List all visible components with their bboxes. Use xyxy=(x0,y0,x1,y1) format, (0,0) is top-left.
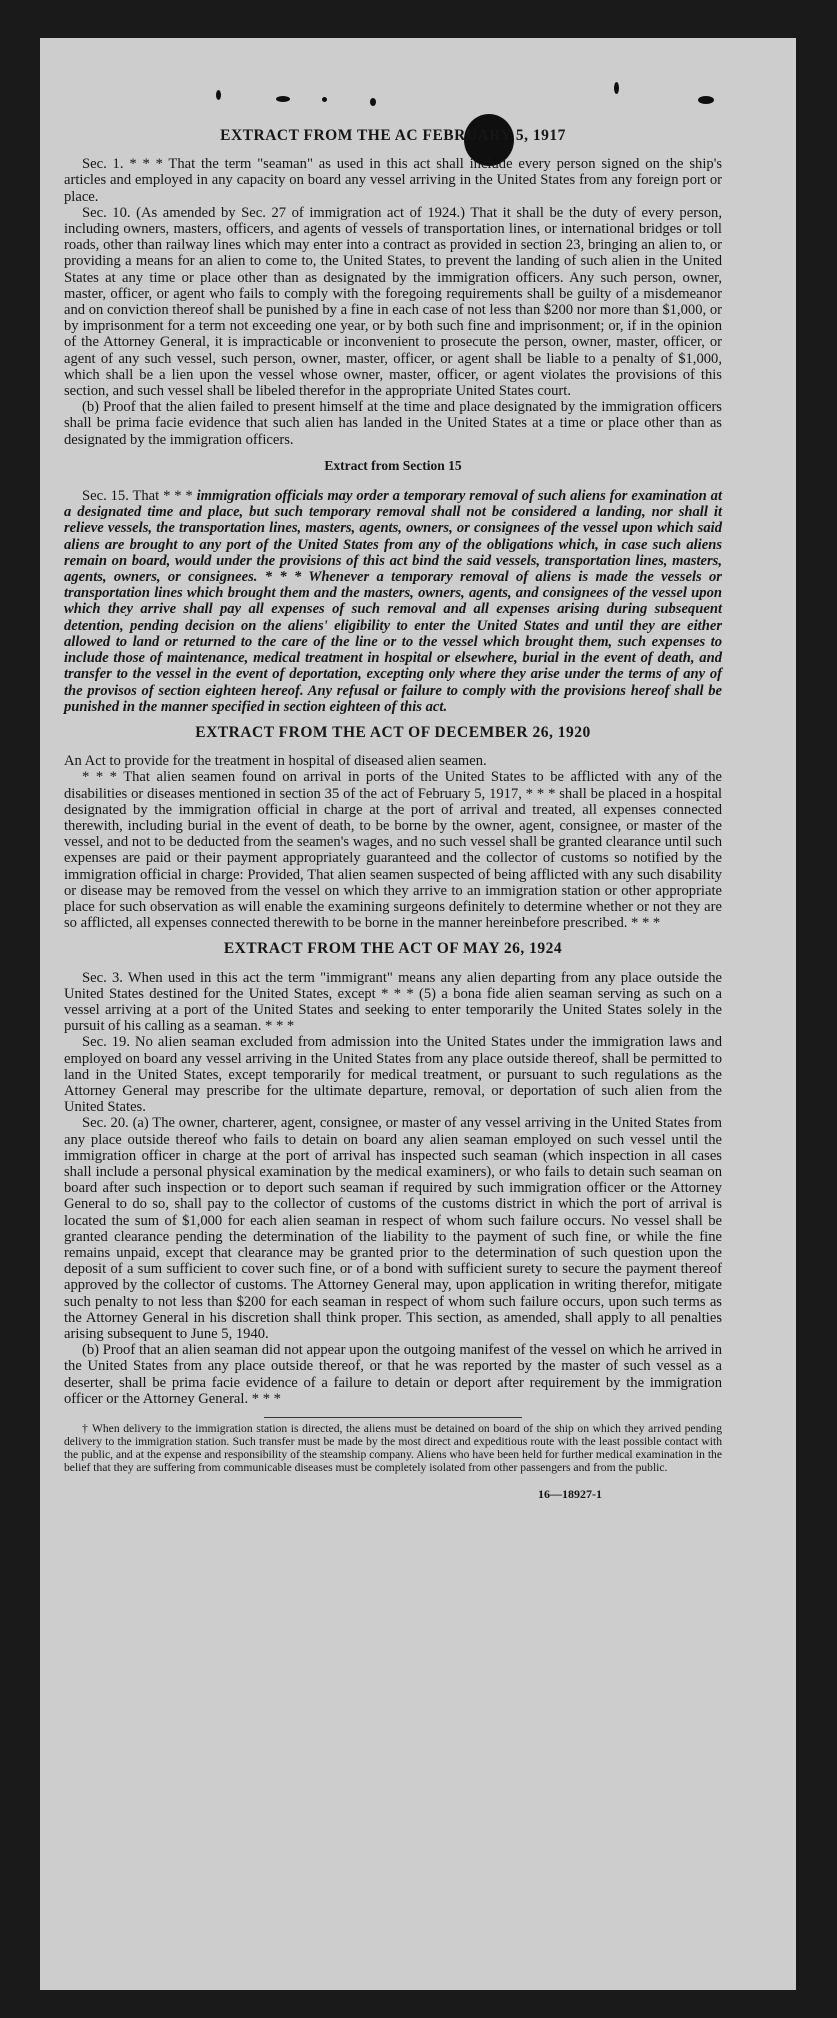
footnote: † When delivery to the immigration station is directed, the aliens must be detained on board of the ship on which they arrived pending delivery to the immigration station. Such transfer must be made by the most direct and expeditious route with the least possible contact with the public, and at the expense and responsibility of the steamship company. Aliens who have been held for further medical examination in the belief that they are suffering from communicable diseases must be completely isolated from other passengers and from the public. xyxy=(64,1422,722,1475)
paragraph-act-1920-title: An Act to provide for the treatment in hospital of diseased alien seamen. xyxy=(64,753,487,770)
sec-15-lead: Sec. 15. That * * * xyxy=(82,488,197,505)
ink-blot xyxy=(370,98,376,106)
heading-act-1924: EXTRACT FROM THE ACT OF MAY 26, 1924 xyxy=(223,940,563,958)
heading-section-15: Extract from Section 15 xyxy=(324,457,462,473)
paragraph-sec-10a: Sec. 10. (As amended by Sec. 27 of immigration act of 1924.) That it shall be the duty of every person, including owners, masters, officers, and agents of vessels of transportation lines, or international bridges or toll roads, other than railway lines which may enter into a contract as provided in section 23, bringing an alien to, or providing a means for an alien to come to, the United States, to prevent the landing of such alien in the United States at any time or place other than as designated by the immigration officers. Any such person, owner, master, officer, or agent who fails to comply with the foregoing requirements shall be guilty of a misdemeanor and on conviction thereof shall be punished by a fine in each case of not less than $200 nor more than $1,000, or by imprisonment for a term not exceeding one year, or by both such fine and imprisonment; or, if in the opinion of the Attorney General, it is impracticable or inconvenient to prosecute the person, owner, master, officer, or agent of any such vessel, such person, owner, master, officer, or agent shall be liable to a penalty of $1,000, which shall be a lien upon the vessel whose owner, master, officer, or agent violates the provisions of this section, and such vessel shall be libeled therefor in the appropriate United States court. xyxy=(64,204,722,400)
paragraph-sec-20b: (b) Proof that an alien seaman did not appear upon the outgoing manifest of the vessel on which he arrived in the United States from any place outside thereof, or that he was reported by the master of such vessel as a deserter, shall be prima facie evidence of a failure to detain or deport after requirement by the immigration officer or the Attorney General. * * * xyxy=(64,1342,722,1407)
paragraph-act-1920: * * * That alien seamen found on arrival in ports of the United States to be afflicted with any of the disabilities or diseases mentioned in section 35 of the act of February 5, 1917, * * * shall be placed in a hospital designated by the immigration official in charge at the port of arrival and treated, all expenses connected therewith, including burial in the event of death, to be borne by the owner, agent, consignee, or master of the vessel, and not to be deducted from the seamen's wages, and no such vessel shall be granted clearance until such expenses are paid or their payment appropriately guaranteed and the collector of customs so notified by the immigration official in charge: Provided, That alien seamen suspected of being afflicted with any such disability or disease may be removed from the vessel on which they arrive to an immigration station or other appropriate place for such observation as will enable the examining surgeons definitely to determine whether or not they are so afflicted, all expenses connected therewith to be borne in the manner hereinbefore prescribed. * * * xyxy=(64,769,722,932)
ink-blot xyxy=(698,96,714,104)
ink-blot xyxy=(322,97,327,102)
sec-15-italic: immigration officials may order a temporary removal of such aliens for examination at a designated time and place, but such temporary removal shall not be considered a landing, nor shall it relieve vessels, the transportation lines, masters, agents, owners, or consignees of the vessel upon which said aliens are brought to any port of the United States from any of the obligations which, in case such aliens remain on board, would under the provisions of this act bind the said vessels, transportation lines, masters, agents, owners, or consignees. * * * Whenever a temporary removal of aliens is made the vessels or transportation lines which brought them and the masters, owners, agents, and consignees of the vessel upon which they arrive shall pay all expenses of such removal and all expenses arising during subsequent detention, pending decision on the aliens' eligibility to enter the United States and until they are either allowed to land or returned to the care of the line or to the vessel which brought them, such expenses to include those of maintenance, medical treatment in hospital or elsewhere, burial in the event of death, and transfer to the vessel in the event of deportation, excepting only where they arise under the terms of any of the provisos of section eighteen hereof. Any refusal or failure to comply with the provisions hereof shall be punished in the manner specified in section eighteen of this act. xyxy=(64,488,722,715)
ink-blot xyxy=(216,90,221,100)
paragraph-sec-15 xyxy=(64,488,722,715)
paragraph-sec-20a: Sec. 20. (a) The owner, charterer, agent, consignee, or master of any vessel arriving in the United States from any place outside thereof who fails to detain on board any alien seaman employed on such vessel until the immigration officer in charge at the port of arrival has inspected such seaman (which inspection in all cases shall include a personal physical examination by the medical examiners), or who fails to detain such seaman on board after such inspection or to deport such seaman if required by such immigration officer or the Attorney General to do so, shall pay to the collector of customs of the customs district in which the port of arrival is located the sum of $1,000 for each alien seaman in respect of whom such failure occurs. No vessel shall be granted clearance pending the determination of the liability to the payment of such fine, or while the fine remains unpaid, except that clearance may be granted prior to the determination of such question upon the deposit of a sum sufficient to cover such fine, or of a bond with sufficient surety to secure the payment thereof approved by the collector of customs. The Attorney General may, upon application in writing therefor, mitigate such penalty to not less than $200 for each seaman in respect of whom such failure occurs, upon such terms as the Attorney General in his discretion shall think proper. This section, as amended, shall apply to all penalties arising subsequent to June 5, 1940. xyxy=(64,1115,722,1343)
paragraph-sec-3: Sec. 3. When used in this act the term "immigrant" means any alien departing from any place outside the United States destined for the United States, except * * * (5) a bona fide alien seaman serving as such on a vessel arriving at a port of the United States and seeking to enter temporarily the United States solely in the pursuit of his calling as a seaman. * * * xyxy=(64,969,722,1035)
paragraph-sec-1: Sec. 1. * * * That the term "seaman" as used in this act shall include every person signed on the ship's articles and employed in any capacity on board any vessel arriving in the United States from any foreign port or place. xyxy=(64,156,722,205)
ink-blot xyxy=(276,96,290,102)
form-number: 16—18927-1 xyxy=(538,1487,602,1502)
heading-act-1917: EXTRACT FROM THE AC FEBRUARY 5, 1917 xyxy=(220,127,566,144)
footnote-divider xyxy=(264,1417,522,1418)
paragraph-sec-19: Sec. 19. No alien seaman excluded from admission into the United States under the immigration laws and employed on board any vessel arriving in the United States from any place outside thereof, shall be permitted to land in the United States, except temporarily for medical treatment, or pursuant to such regulations as the Attorney General may prescribe for the ultimate departure, removal, or deportation of such alien from the United States. xyxy=(64,1034,722,1116)
paragraph-sec-10b: (b) Proof that the alien failed to present himself at the time and place designated by the immigration officers shall be prima facie evidence that such alien has landed in the United States at a time or place other than as designated by the immigration officers. xyxy=(64,399,722,448)
ink-blot xyxy=(614,82,619,94)
document-body xyxy=(64,128,722,1502)
heading-act-1920: EXTRACT FROM THE ACT OF DECEMBER 26, 1920 xyxy=(195,723,591,741)
